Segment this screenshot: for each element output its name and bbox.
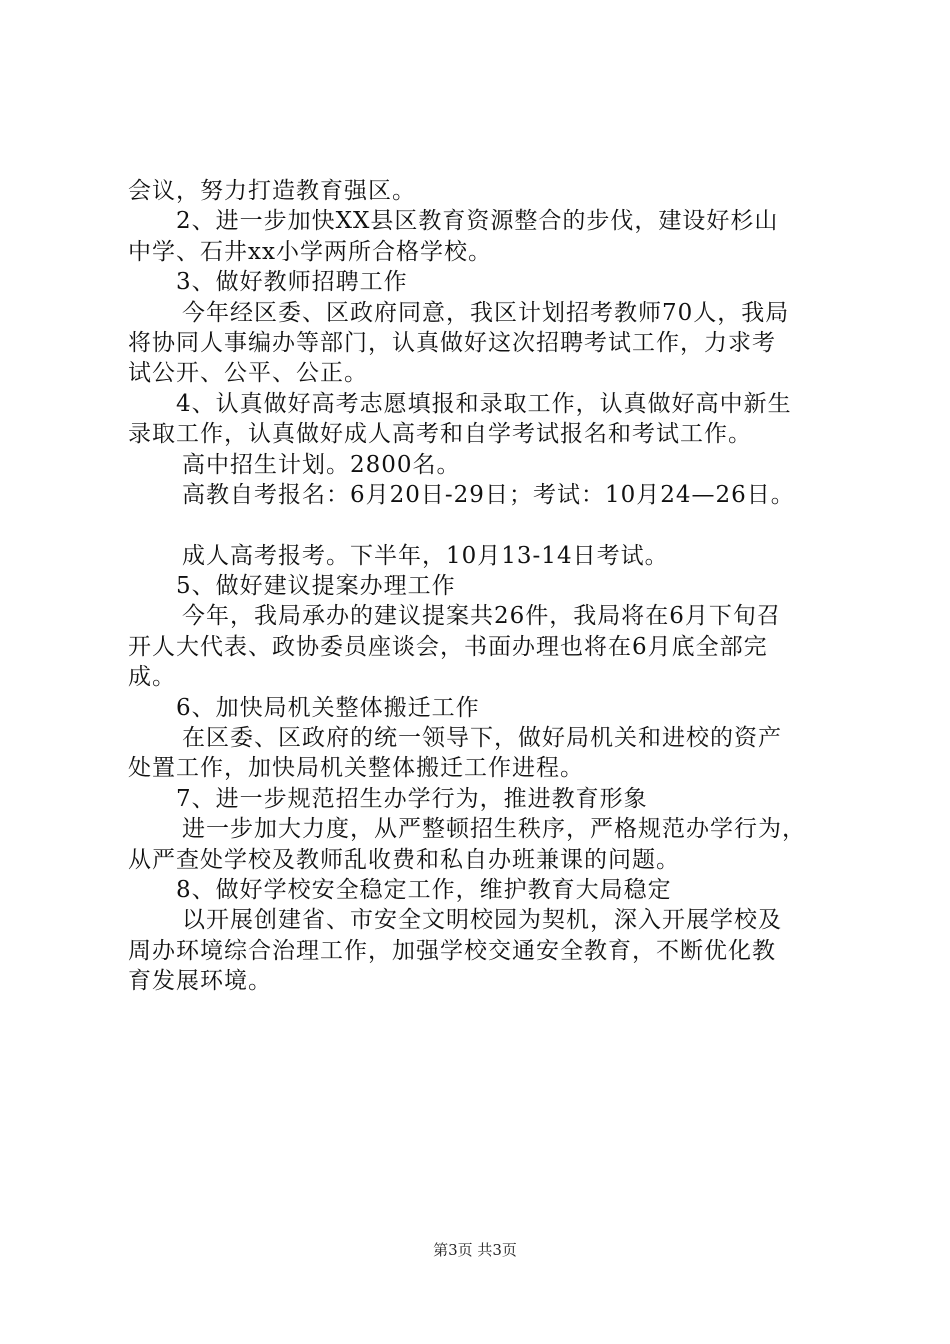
document-line: 今年经区委、区政府同意，我区计划招考教师70人，我局	[182, 299, 790, 326]
document-line: 从严查处学校及教师乱收费和私自办班兼课的问题。	[128, 846, 680, 873]
document-line: 高教自考报名：6月20日-29日；考试：10月24—26日。	[182, 481, 795, 508]
page-footer: 第3页 共3页	[433, 1241, 517, 1259]
document-line: 成人高考报考。下半年，10月13-14日考试。	[182, 542, 669, 569]
document-line: 5、做好建议提案办理工作	[176, 573, 456, 600]
document-line: 开人大代表、政协委员座谈会，书面办理也将在6月底全部完	[128, 633, 768, 660]
document-line: 处置工作，加快局机关整体搬迁工作进程。	[128, 755, 584, 782]
document-line: 6、加快局机关整体搬迁工作	[176, 694, 480, 721]
document-line: 高中招生计划。2800名。	[182, 451, 461, 478]
document-line: 在区委、区政府的统一领导下，做好局机关和进校的资产	[182, 725, 782, 752]
document-line: 今年，我局承办的建议提案共26件，我局将在6月下旬召	[182, 603, 781, 630]
document-body	[128, 176, 832, 997]
document-line: 2、进一步加快XX县区教育资源整合的步伐，建设好杉山	[176, 208, 779, 235]
document-line: 试公开、公平、公正。	[128, 360, 368, 387]
document-line: 中学、石井xx小学两所合格学校。	[128, 238, 492, 265]
document-line: 8、做好学校安全稳定工作，维护教育大局稳定	[176, 876, 672, 903]
document-line: 以开展创建省、市安全文明校园为契机，深入开展学校及	[182, 907, 782, 934]
document-line	[128, 510, 832, 540]
document-line: 3、做好教师招聘工作	[176, 269, 408, 296]
document-line: 进一步加大力度，从严整顿招生秩序，严格规范办学行为，	[182, 816, 806, 843]
document-line: 将协同人事编办等部门，认真做好这次招聘考试工作，力求考	[128, 329, 776, 356]
document-line: 录取工作，认真做好成人高考和自学考试报名和考试工作。	[128, 421, 752, 448]
document-line: 育发展环境。	[128, 968, 272, 995]
document-line: 会议，努力打造教育强区。	[128, 178, 416, 204]
document-line: 周办环境综合治理工作，加强学校交通安全教育，不断优化教	[128, 937, 776, 964]
document-line: 7、进一步规范招生办学行为，推进教育形象	[176, 785, 648, 812]
document-line: 成。	[128, 664, 176, 691]
document-line: 4、认真做好高考志愿填报和录取工作，认真做好高中新生	[176, 390, 792, 417]
